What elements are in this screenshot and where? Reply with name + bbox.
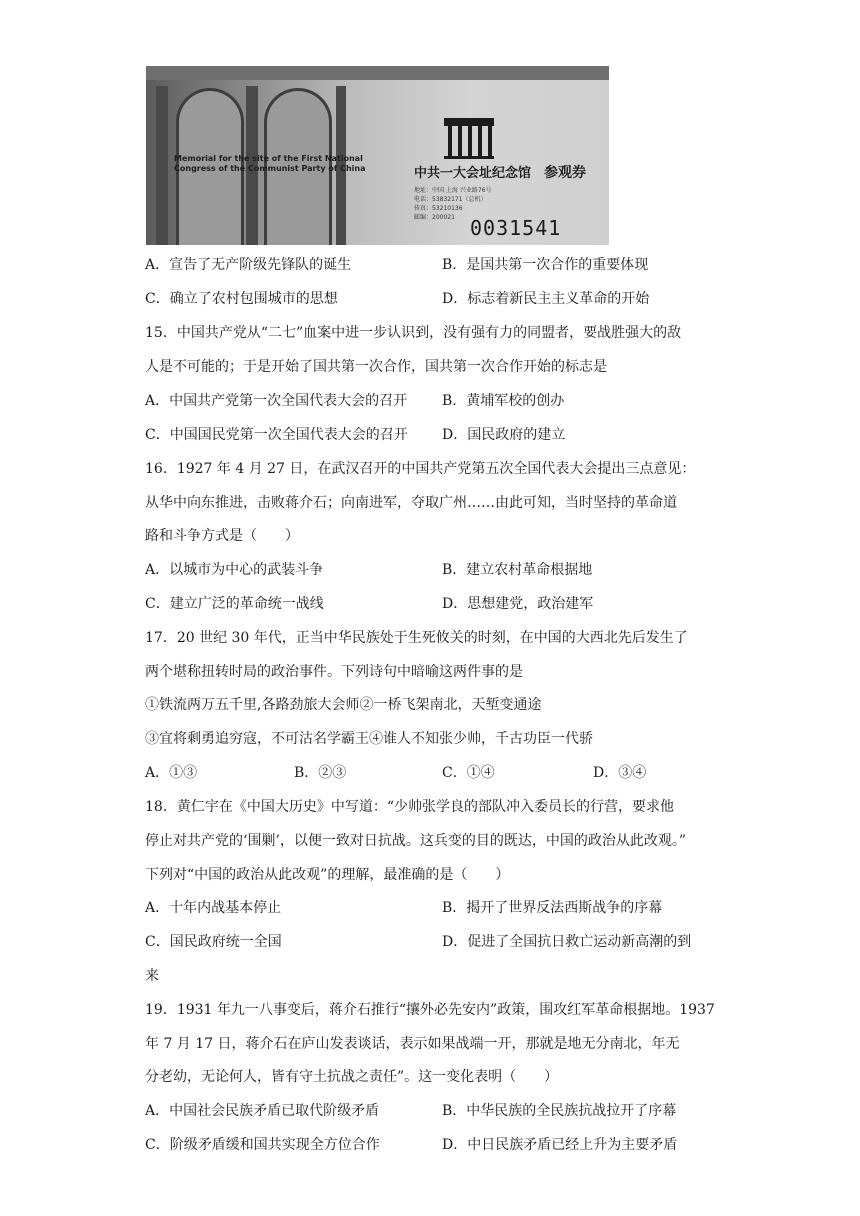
q15-option-a: A．中国共产党第一次全国代表大会的召开 xyxy=(145,393,408,409)
q15-option-d: D．国民政府的建立 xyxy=(442,427,566,443)
q17-option-b: B．②③ xyxy=(294,765,347,781)
q16-option-a: A．以城市为中心的武装斗争 xyxy=(145,562,324,578)
ticket-label: 参观券 xyxy=(544,165,586,181)
q19-option-b: B．中华民族的全民族抗战拉开了序幕 xyxy=(442,1103,677,1119)
q18-stem-line: 停止对共产党的‘围剿’，以便一致对日抗战。这兵变的目的既达，中国的政治从此改观。” xyxy=(145,833,687,849)
q17-stem-line: 两个堪称扭转时局的政治事件。下列诗句中暗喻这两件事的是 xyxy=(145,664,523,680)
serial-number: 0031541 xyxy=(470,216,562,240)
q18-option-a: A．十年内战基本停止 xyxy=(145,900,282,916)
q19-stem-line: 年 7 月 17 日，蒋介石在庐山发表谈话，表示如果战端一开，那就是地无分南北，年无 xyxy=(145,1036,680,1052)
q14-option-b: B．是国共第一次合作的重要体现 xyxy=(442,257,649,273)
q17-stem-line: 17．20 世纪 30 年代，正当中华民族处于生死攸关的时刻，在中国的大西北先后发生了 xyxy=(145,630,688,646)
q15-stem-line: 人是不可能的；于是开始了国共第一次合作，国共第一次合作开始的标志是 xyxy=(145,359,607,375)
ticket-photo xyxy=(146,66,609,245)
q18-option-d-continued: 来 xyxy=(145,968,159,984)
q15-option-b: B．黄埔军校的创办 xyxy=(442,393,565,409)
q18-option-c: C．国民政府统一全国 xyxy=(145,934,282,950)
q16-stem-line: 16．1927 年 4 月 27 日，在武汉召开的中国共产党第五次全国代表大会提出三点意见： xyxy=(145,461,696,477)
q15-option-c: C．中国国民党第一次全国代表大会的召开 xyxy=(145,427,408,443)
memorial-logo-icon xyxy=(442,114,496,160)
q19-option-c: C．阶级矛盾缓和国共实现全方位合作 xyxy=(145,1137,380,1153)
q17-option-a: A．①③ xyxy=(145,765,198,781)
address-block: 地址：中国 上海 兴业路76号 电话：53832171（总机） 传真：53210136 邮编：200021 xyxy=(414,187,492,221)
q16-option-d: D．思想建党，政治建军 xyxy=(442,596,594,612)
q17-poem-line: ①铁流两万五千里,各路劲旅大会师②一桥飞架南北，天堑变通途 xyxy=(145,697,542,713)
q19-stem-line: 19．1931 年九一八事变后，蒋介石推行“攘外必先安内”政策，围攻红军革命根据地。1937 xyxy=(145,1002,715,1018)
q18-stem-line: 18．黄仁宇在《中国大历史》中写道：“少帅张学良的部队冲入委员长的行营，要求他 xyxy=(145,799,674,815)
q14-option-c: C．确立了农村包围城市的思想 xyxy=(145,291,338,307)
q18-option-d: D．促进了全国抗日救亡运动新高潮的到 xyxy=(442,934,692,950)
q19-stem-line: 分老幼，无论何人，皆有守土抗战之责任”。这一变化表明（ ） xyxy=(145,1069,559,1085)
q17-option-c: C．①④ xyxy=(442,765,495,781)
q19-option-d: D．中日民族矛盾已经上升为主要矛盾 xyxy=(442,1137,678,1153)
q17-option-d: D．③④ xyxy=(593,765,647,781)
q18-stem-line: 下列对“中国的政治从此改观”的理解，最准确的是（ ） xyxy=(145,867,510,883)
q14-option-d: D．标志着新民主主义革命的开始 xyxy=(442,291,650,307)
q14-option-a: A．宣告了无产阶级先锋队的诞生 xyxy=(145,257,352,273)
q16-stem-line: 从华中向东推进，击败蒋介石；向南进军，夺取广州……由此可知，当时坚持的革命道 xyxy=(145,495,677,511)
q18-option-b: B．揭开了世界反法西斯战争的序幕 xyxy=(442,900,663,916)
english-caption: Memorial for the site of the First National Congress of the Communist Party of China xyxy=(174,154,366,173)
q16-option-c: C．建立广泛的革命统一战线 xyxy=(145,596,324,612)
memorial-name: 中共一大会址纪念馆 xyxy=(414,166,532,181)
q16-option-b: B．建立农村革命根据地 xyxy=(442,562,593,578)
q17-poem-line: ③宜将剩勇追穷寇，不可沽名学霸王④谁人不知张少帅，千古功臣一代骄 xyxy=(145,731,593,747)
q16-stem-line: 路和斗争方式是（ ） xyxy=(145,528,299,544)
q19-option-a: A．中国社会民族矛盾已取代阶级矛盾 xyxy=(145,1103,380,1119)
building-pillar xyxy=(156,86,168,245)
q15-stem-line: 15．中国共产党从“二七”血案中进一步认识到，没有强有力的同盟者，要战胜强大的敌 xyxy=(145,325,682,341)
ticket-top-band xyxy=(146,66,609,80)
